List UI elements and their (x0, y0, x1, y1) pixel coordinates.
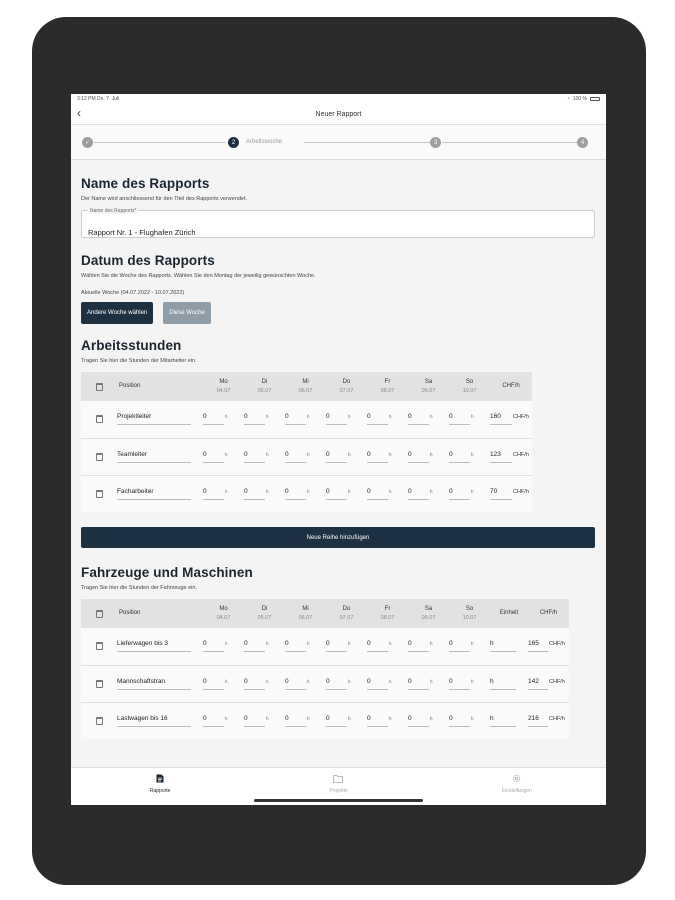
day-header: Sa 09.07 (408, 372, 449, 401)
rate-column-header: CHF/h (490, 372, 532, 401)
hours-input[interactable] (367, 488, 388, 500)
delete-column-header (81, 372, 117, 401)
vehicles-section-title: Fahrzeuge und Maschinen (81, 565, 253, 580)
hours-input[interactable] (449, 451, 470, 463)
hours-input[interactable] (285, 715, 306, 727)
rate-input[interactable] (490, 451, 512, 463)
hours-input[interactable] (408, 488, 429, 500)
position-input[interactable] (117, 488, 191, 500)
hours-input[interactable] (326, 678, 347, 690)
delete-column-header (81, 599, 117, 628)
hours-input[interactable] (203, 451, 224, 463)
hours-input[interactable] (367, 640, 388, 652)
hours-input[interactable] (326, 451, 347, 463)
day-header: Mo 04.07 (203, 599, 244, 628)
day-header: So 10.07 (449, 372, 490, 401)
hours-table (81, 372, 532, 512)
hours-input[interactable] (285, 488, 306, 500)
delete-row-trash-icon[interactable] (96, 415, 103, 423)
tab-einstellungen[interactable] (457, 768, 577, 805)
day-header: Do 07.07 (326, 372, 367, 401)
delete-row-trash-icon[interactable] (96, 717, 103, 725)
hours-input[interactable] (449, 678, 470, 690)
step-connector (442, 142, 577, 143)
table-row: Projektleiter 0h 0 h 0 h 0 h 0 h 0 h 0 h 160 CHF/h (81, 401, 532, 438)
hours-section-title: Arbeitsstunden (81, 338, 182, 353)
choose-other-week-button[interactable]: Andere Woche wählen (81, 302, 153, 324)
day-header: Mo 04.07 (203, 372, 244, 401)
tab-label: Einstellungen (501, 788, 532, 794)
delete-row-trash-icon[interactable] (96, 490, 103, 498)
rate-input[interactable] (528, 715, 548, 727)
hours-input[interactable] (244, 451, 265, 463)
hours-input[interactable] (203, 640, 224, 652)
hours-input[interactable] (203, 715, 224, 727)
vehicles-table (81, 599, 569, 739)
day-header: Fr 08.07 (367, 372, 408, 401)
hours-header-row (81, 372, 532, 401)
rate-input[interactable] (528, 678, 548, 690)
this-week-button[interactable]: Diese Woche (163, 302, 211, 324)
unit-input[interactable] (490, 715, 516, 727)
table-row: Teamleiter 0h 0 h 0 h 0 h 0 h 0 h 0 h 123 CHF/h (81, 438, 532, 475)
delete-row-trash-icon[interactable] (96, 642, 103, 650)
battery-level: 100 % (572, 96, 587, 102)
hours-input[interactable] (326, 715, 347, 727)
trash-icon (96, 383, 103, 391)
step-1-done[interactable]: ✓ (82, 137, 93, 148)
hours-input[interactable] (367, 678, 388, 690)
day-header: Di 05.07 (244, 599, 285, 628)
step-4[interactable]: 4 (577, 137, 588, 148)
position-column-header: Position (117, 372, 203, 401)
day-header: Sa 09.07 (408, 599, 449, 628)
home-indicator[interactable] (254, 799, 423, 802)
trash-icon (96, 610, 103, 618)
rate-column-header: CHF/h (528, 599, 569, 628)
tab-label: Rapporte (149, 788, 171, 794)
hours-input[interactable] (285, 640, 306, 652)
hours-input[interactable] (408, 413, 429, 425)
hours-input[interactable] (449, 413, 470, 425)
step-2-active[interactable]: 2 (228, 137, 239, 148)
vehicles-section-description: Tragen Sie hier die Stunden der Fahrzeuge ein. (81, 585, 197, 591)
hours-input[interactable] (449, 715, 470, 727)
current-week-text: Aktuelle Woche (04.07.2022 - 10.07.2022) (81, 290, 185, 296)
report-name-label: Name des Rapports* (90, 208, 137, 214)
unit-column-header: Einheit (490, 599, 528, 628)
hours-input[interactable] (203, 488, 224, 500)
step-2-label: Arbeitswoche (246, 139, 283, 145)
hours-input[interactable] (449, 640, 470, 652)
progress-stepper (71, 124, 606, 160)
report-name-field[interactable] (81, 210, 595, 238)
app-screen (71, 94, 606, 805)
table-row: Lieferwagen bis 3 0h 0 h 0 h 0 h 0 h 0 h 0 h h 165 CHF/h (81, 628, 569, 665)
vehicles-header-row (81, 599, 569, 628)
name-section-title: Name des Rapports (81, 176, 210, 191)
hours-input[interactable] (367, 413, 388, 425)
hours-input[interactable] (408, 715, 429, 727)
date-section-description: Wählen Sie die Woche des Rapports. Wählen Sie den Montag der jeweilig gewünschten Woche. (81, 273, 316, 279)
position-input[interactable] (117, 640, 191, 652)
back-chevron-icon[interactable]: ‹ (77, 106, 81, 120)
position-input[interactable] (117, 678, 191, 690)
day-header: Di 05.07 (244, 372, 285, 401)
day-header: So 10.07 (449, 599, 490, 628)
day-header: Do 07.07 (326, 599, 367, 628)
hours-input[interactable] (408, 640, 429, 652)
page-title: Neuer Rapport (315, 110, 362, 118)
report-name-input[interactable] (88, 228, 588, 237)
step-connector (94, 142, 226, 143)
battery-icon (590, 97, 600, 101)
hours-input[interactable] (449, 488, 470, 500)
hours-input[interactable] (244, 413, 265, 425)
name-section-description: Der Name wird anschliessend für den Titel des Rapports verwendet. (81, 196, 247, 202)
delete-row-trash-icon[interactable] (96, 680, 103, 688)
position-input[interactable] (117, 715, 191, 727)
table-row: Lastwagen bis 16 0h 0 h 0 h 0 h 0 h 0 h 0 h h 216 CHF/h (81, 702, 569, 739)
hours-input[interactable] (285, 451, 306, 463)
hours-input[interactable] (326, 488, 347, 500)
position-input[interactable] (117, 413, 191, 425)
table-row: Mannschaftstran 0h 0 h 0 h 0 h 0 h 0 h 0 h h 142 CHF/h (81, 665, 569, 702)
document-icon (156, 774, 164, 783)
tab-label: Projekte (329, 788, 348, 794)
delete-row-trash-icon[interactable] (96, 453, 103, 461)
hours-input[interactable] (408, 678, 429, 690)
folder-icon (333, 774, 343, 783)
hours-input[interactable] (326, 640, 347, 652)
add-row-button[interactable]: Neue Reihe hinzufügen (81, 527, 595, 548)
unit-input[interactable] (490, 640, 516, 652)
hours-input[interactable] (244, 488, 265, 500)
gear-icon (512, 774, 521, 783)
hours-input[interactable] (285, 678, 306, 690)
hours-input[interactable] (244, 640, 265, 652)
unit-input[interactable] (490, 678, 516, 690)
hours-input[interactable] (244, 678, 265, 690)
wifi-icon: ◔ (566, 96, 570, 102)
status-time: 3:12 PM Do. 7. Juli (77, 96, 120, 102)
position-input[interactable] (117, 451, 191, 463)
status-bar (71, 94, 606, 104)
rate-input[interactable] (528, 640, 548, 652)
hours-input[interactable] (203, 413, 224, 425)
hours-input[interactable] (285, 413, 306, 425)
tab-rapporte[interactable] (100, 768, 220, 805)
hours-input[interactable] (326, 413, 347, 425)
form-content (71, 160, 606, 739)
day-header: Fr 08.07 (367, 599, 408, 628)
day-header: Mi 06.07 (285, 372, 326, 401)
hours-input[interactable] (203, 678, 224, 690)
week-button-row (81, 302, 596, 324)
table-row: Facharbeiter 0h 0 h 0 h 0 h 0 h 0 h 0 h 70 CHF/h (81, 475, 532, 512)
hours-input[interactable] (367, 451, 388, 463)
date-section-title: Datum des Rapports (81, 253, 215, 268)
vehicles-table-body (81, 628, 569, 739)
step-connector (304, 142, 430, 143)
hours-input[interactable] (244, 715, 265, 727)
hours-input[interactable] (367, 715, 388, 727)
hours-input[interactable] (408, 451, 429, 463)
rate-input[interactable] (490, 413, 512, 425)
hours-table-body (81, 401, 532, 512)
hours-section-description: Tragen Sie hier die Stunden der Mitarbeiter ein. (81, 358, 197, 364)
step-3[interactable]: 3 (430, 137, 441, 148)
position-column-header: Position (117, 599, 203, 628)
rate-input[interactable] (490, 488, 512, 500)
day-header: Mi 06.07 (285, 599, 326, 628)
navigation-bar (71, 104, 606, 124)
